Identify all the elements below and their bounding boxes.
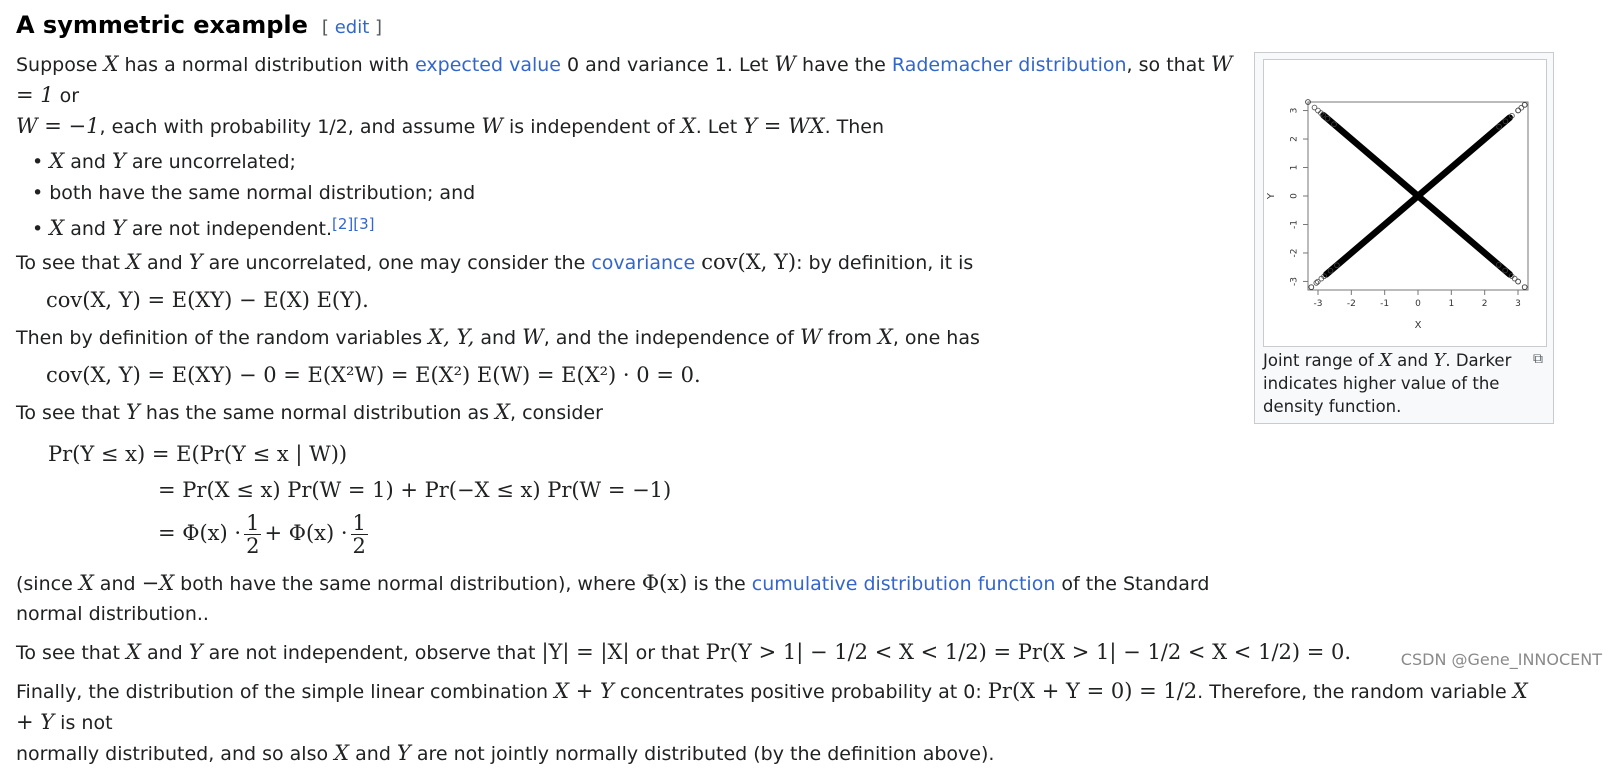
y-tick-label: 0 [1289, 193, 1300, 199]
x-tick-label: 1 [1448, 299, 1455, 309]
watermark: CSDN @Gene_INNOCENT [1400, 650, 1602, 669]
fraction-one-half: $\frac{1}{2}$ [352, 511, 366, 558]
x-axis-label: X [1414, 320, 1422, 331]
paragraph-finally: Finally, the distribution of the simple linear combination X + Y concentrates positive probability at 0: Pr(X + Y = 0) = 1/2. Therefore, the random variable X + Y is not normally distributed, and so also X and Y are not jointly normally distributed (by the definition above). [16, 679, 1528, 765]
y-axis-label: Y [1266, 192, 1277, 200]
x-tick-label: -3 [1313, 299, 1323, 309]
edit-section: [ edit ] [321, 17, 383, 38]
scatter-plot [1264, 60, 1546, 346]
list-item: • X and Y are uncorrelated; [32, 146, 1246, 178]
equation-row: = Pr(X ≤ x) Pr(W = 1) + Pr(−X ≤ x) Pr(W = −1) [158, 478, 672, 502]
y-tick-label: 1 [1289, 164, 1300, 171]
link-expected-value[interactable]: expected value [415, 54, 561, 76]
x-tick-label: 2 [1481, 299, 1488, 309]
paragraph-not-independent: To see that X and Y are not independent, observe that |Y| = |X| or that Pr(Y > 1| − 1/2 < X < 1/2) = Pr(X > 1| − 1/2 < X < 1/2) = 0. [16, 640, 1352, 664]
reference-link-3[interactable]: [3] [353, 215, 375, 233]
link-covariance[interactable]: covariance [591, 252, 696, 274]
data-point [1516, 108, 1521, 113]
data-point [1316, 108, 1321, 113]
link-rademacher-distribution[interactable]: Rademacher distribution [891, 54, 1127, 76]
figure-caption: Joint range of X and Y. Darker indicates higher value of the density function. [1263, 350, 1512, 416]
reference-link-2[interactable]: [2] [331, 215, 354, 233]
y-tick-label: 2 [1289, 136, 1300, 142]
section-title: A symmetric example [16, 11, 308, 39]
x-tick-label: -2 [1346, 299, 1356, 309]
equation-aligned-probability [48, 436, 1246, 558]
magnify-clip-icon[interactable]: ⧉ [1533, 351, 1543, 367]
data-point [1512, 276, 1517, 281]
equation-row: = Φ(x) · $\frac{1}{2}$ + Φ(x) · $\frac{1}{2}$ [158, 511, 366, 558]
y-tick-label: -1 [1289, 219, 1300, 229]
equation-covariance-definition: cov(X, Y) = E(XY) − E(X) E(Y). [46, 288, 369, 312]
x-tick-label: 0 [1415, 299, 1421, 309]
data-point [1314, 280, 1319, 285]
figure-thumbnail [1254, 52, 1554, 424]
fraction-one-half: $\frac{1}{2}$ [246, 511, 260, 558]
paragraph-uncorrelated: To see that X and Y are uncorrelated, one may consider the covariance cov(X, Y): by definition, it is [16, 250, 974, 274]
scatter-plot-image[interactable] [1263, 59, 1547, 347]
x-tick-label: 3 [1515, 299, 1521, 309]
section-heading [16, 8, 1246, 45]
list-item: • X and Y are not independent.[2][3] [32, 209, 1246, 245]
x-tick-label: -1 [1380, 299, 1390, 309]
y-tick-label: -3 [1289, 276, 1300, 286]
list-item: • both have the same normal distribution; and [32, 178, 1246, 209]
link-cdf[interactable]: cumulative distribution function [751, 573, 1056, 595]
paragraph-independence: Then by definition of the random variables X, Y, and W, and the independence of W from X, one has [16, 325, 980, 349]
paragraph-since: (since X and −X both have the same normal distribution), where Φ(x) is the cumulative distribution function of the Standard normal distribution.. [16, 571, 1210, 625]
paragraph-same-distribution: To see that Y has the same normal distribution as X, consider [16, 400, 603, 424]
edit-link[interactable]: edit [334, 17, 370, 38]
property-list [16, 146, 1246, 245]
y-tick-label: -2 [1289, 248, 1300, 258]
y-tick-label: 3 [1289, 107, 1300, 114]
equation-row: Pr(Y ≤ x) = E(Pr(Y ≤ x | W)) [48, 442, 348, 466]
paragraph-setup: Suppose X has a normal distribution with expected value 0 and variance 1. Let W have the Rademacher distribution, so that W = 1 or W = −1, each with probability 1/2, and assume W is independent of X. Let Y = WX. Then [16, 52, 1233, 138]
equation-covariance-zero: cov(X, Y) = E(XY) − 0 = E(X²W) = E(X²) E(W) = E(X²) · 0 = 0. [46, 363, 701, 387]
data-point [1522, 285, 1527, 290]
data-point [1309, 285, 1314, 290]
